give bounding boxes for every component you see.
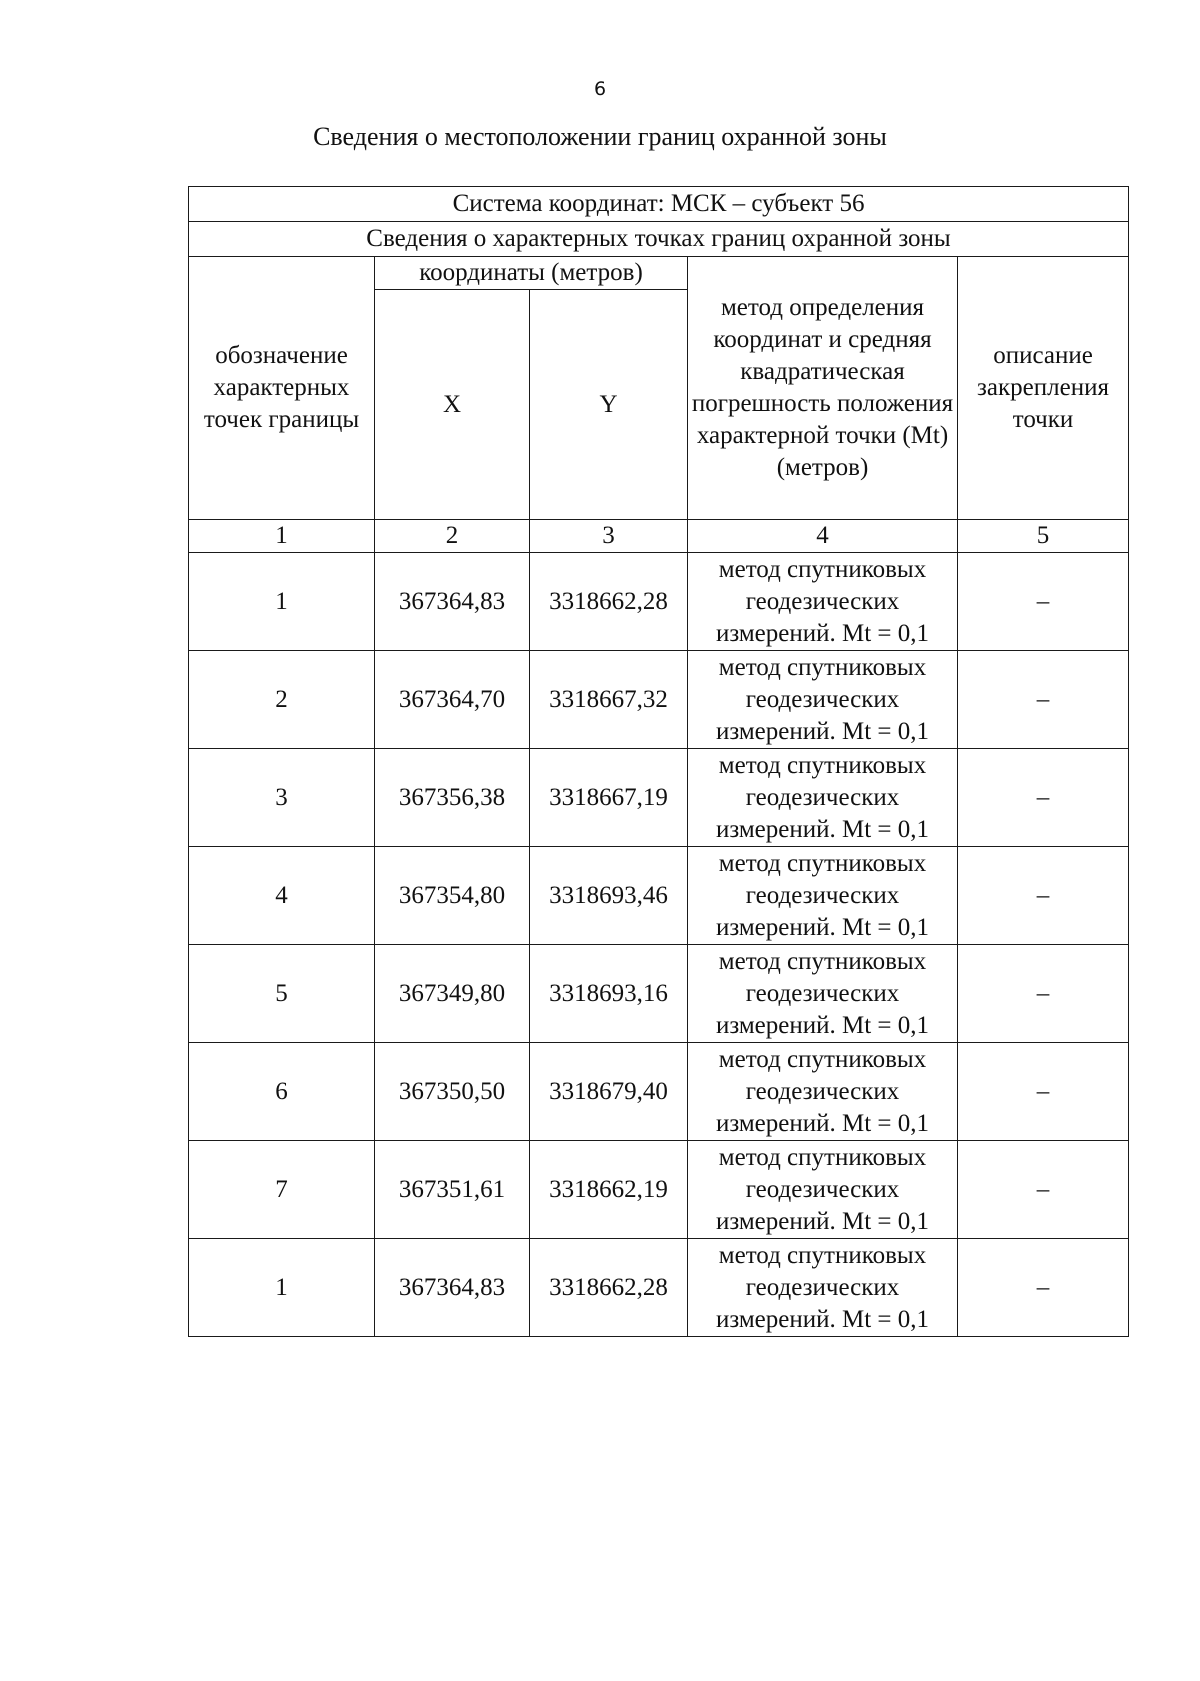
document-title: Сведения о местоположении границ охранной зоны: [313, 122, 887, 151]
column-number-5: 5: [958, 520, 1129, 553]
y-coordinate-cell: 3318662,19: [530, 1141, 688, 1239]
point-cell: 7: [189, 1141, 375, 1239]
table-row: [189, 945, 1129, 1043]
description-cell: –: [958, 945, 1129, 1043]
description-cell: –: [958, 1141, 1129, 1239]
header-method: метод определения координат и средняя квадратическая погрешность положения характерной точки (Mt) (метров): [688, 257, 958, 520]
coordinate-system-cell: Система координат: МСК – субъект 56: [189, 187, 1129, 222]
header-designation: обозначение характерных точек границы: [189, 257, 375, 520]
page-number: 6: [593, 78, 607, 100]
x-coordinate-cell: 367356,38: [375, 749, 530, 847]
column-numbers-row: [189, 520, 1129, 553]
column-number-1: 1: [189, 520, 375, 553]
x-coordinate-cell: 367364,83: [375, 1239, 530, 1337]
header-x: X: [375, 290, 530, 520]
point-cell: 1: [189, 553, 375, 651]
table-row: [189, 847, 1129, 945]
description-cell: –: [958, 1239, 1129, 1337]
table-row: [189, 749, 1129, 847]
table-row: [189, 651, 1129, 749]
point-cell: 6: [189, 1043, 375, 1141]
header-description: описание закрепления точки: [958, 257, 1129, 520]
x-coordinate-cell: 367364,83: [375, 553, 530, 651]
coordinate-system-row: [189, 187, 1129, 222]
description-cell: –: [958, 553, 1129, 651]
y-coordinate-cell: 3318693,46: [530, 847, 688, 945]
y-coordinate-cell: 3318667,19: [530, 749, 688, 847]
method-cell: метод спутниковых геодезических измерений. Mt = 0,1: [688, 553, 958, 651]
point-cell: 1: [189, 1239, 375, 1337]
method-cell: метод спутниковых геодезических измерений. Mt = 0,1: [688, 1141, 958, 1239]
y-coordinate-cell: 3318667,32: [530, 651, 688, 749]
x-coordinate-cell: 367354,80: [375, 847, 530, 945]
x-coordinate-cell: 367364,70: [375, 651, 530, 749]
x-coordinate-cell: 367351,61: [375, 1141, 530, 1239]
method-cell: метод спутниковых геодезических измерений. Mt = 0,1: [688, 847, 958, 945]
x-coordinate-cell: 367350,50: [375, 1043, 530, 1141]
column-number-3: 3: [530, 520, 688, 553]
y-coordinate-cell: 3318679,40: [530, 1043, 688, 1141]
table-row: [189, 553, 1129, 651]
method-cell: метод спутниковых геодезических измерений. Mt = 0,1: [688, 651, 958, 749]
table-row: [189, 1141, 1129, 1239]
header-y: Y: [530, 290, 688, 520]
column-number-2: 2: [375, 520, 530, 553]
points-info-cell: Сведения о характерных точках границ охранной зоны: [189, 222, 1129, 257]
points-info-row: [189, 222, 1129, 257]
coordinates-table: [188, 186, 1129, 1337]
point-cell: 3: [189, 749, 375, 847]
description-cell: –: [958, 847, 1129, 945]
column-number-4: 4: [688, 520, 958, 553]
point-cell: 4: [189, 847, 375, 945]
x-coordinate-cell: 367349,80: [375, 945, 530, 1043]
table-row: [189, 1043, 1129, 1141]
method-cell: метод спутниковых геодезических измерений. Mt = 0,1: [688, 945, 958, 1043]
method-cell: метод спутниковых геодезических измерений. Mt = 0,1: [688, 1043, 958, 1141]
header-coordinates: координаты (метров): [375, 257, 688, 290]
description-cell: –: [958, 749, 1129, 847]
point-cell: 2: [189, 651, 375, 749]
point-cell: 5: [189, 945, 375, 1043]
method-cell: метод спутниковых геодезических измерений. Mt = 0,1: [688, 749, 958, 847]
y-coordinate-cell: 3318693,16: [530, 945, 688, 1043]
header-row: [189, 257, 1129, 290]
description-cell: –: [958, 651, 1129, 749]
description-cell: –: [958, 1043, 1129, 1141]
method-cell: метод спутниковых геодезических измерений. Mt = 0,1: [688, 1239, 958, 1337]
table-row: [189, 1239, 1129, 1337]
y-coordinate-cell: 3318662,28: [530, 1239, 688, 1337]
y-coordinate-cell: 3318662,28: [530, 553, 688, 651]
